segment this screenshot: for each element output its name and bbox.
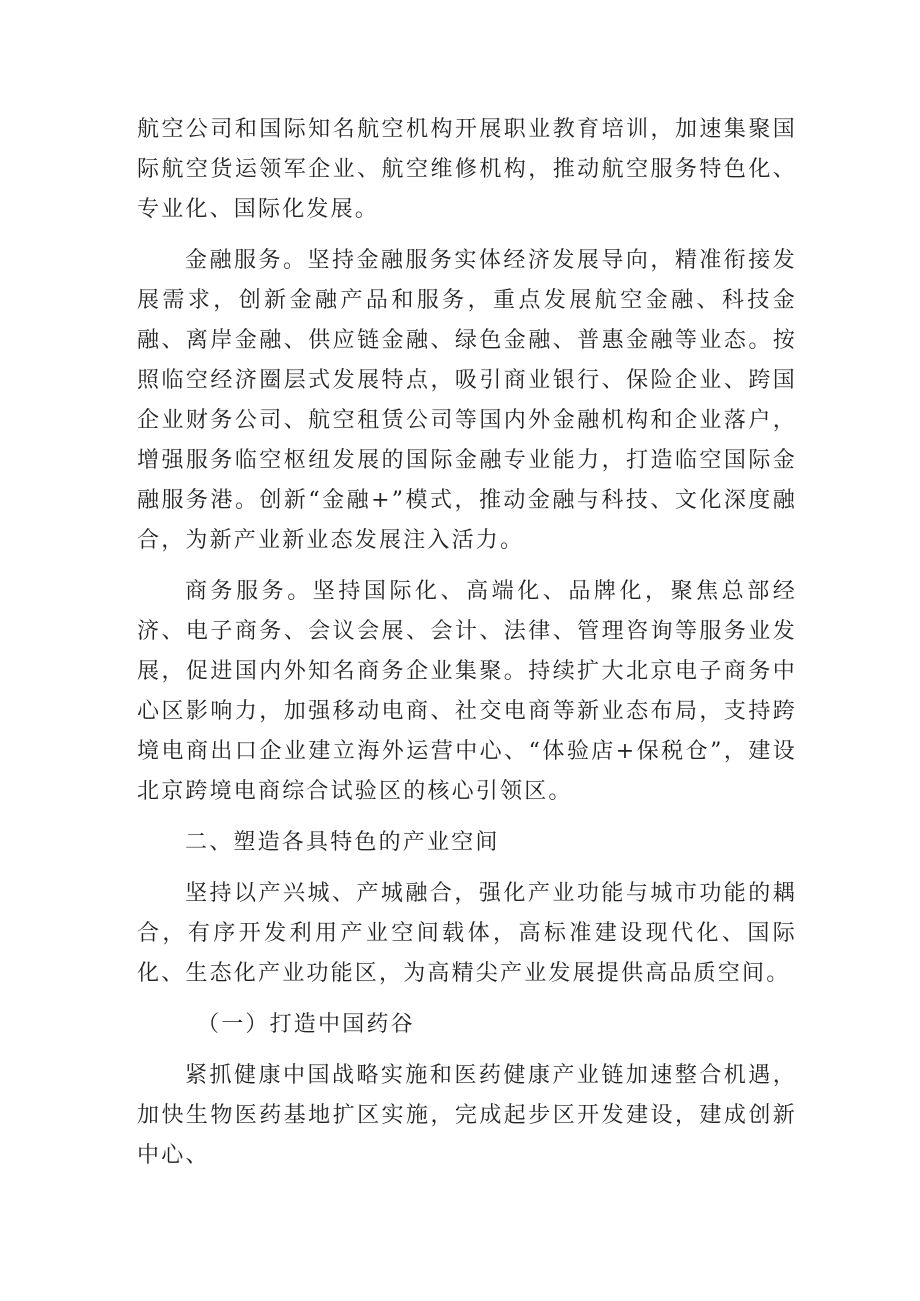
document-body	[137, 110, 797, 1187]
subsection-heading: （一）打造中国药谷	[197, 1012, 415, 1037]
paragraph-business-services: 商务服务。坚持国际化、高端化、品牌化，聚焦总部经济、电子商务、会议会展、会计、法律、管理咨询等服务业发展，促进国内外知名商务企业集聚。持续扩大北京电子商务中心区影响力，加强移动电商、社交电商等新业态布局，支持跨境电商出口企业建立海外运营中心、“体验店+保税仓”，建设北京跨境电商综合试验区的核心引领区。	[137, 579, 797, 804]
paragraph-china-pharma-valley: 紧抓健康中国战略实施和医药健康产业链加速整合机遇，加快生物医药基地扩区实施，完成起步区开发建设，建成创新中心、	[137, 1063, 797, 1168]
paragraph-aviation-continued: 航空公司和国际知名航空机构开展职业教育培训，加速集聚国际航空货运领军企业、航空维修机构，推动航空服务特色化、专业化、国际化发展。	[137, 117, 797, 222]
paragraph-financial-services: 金融服务。坚持金融服务实体经济发展导向，精准衔接发展需求，创新金融产品和服务，重点发展航空金融、科技金融、离岸金融、供应链金融、绿色金融、普惠金融等业态。按照临空经济圈层式发展特点，吸引商业银行、保险企业、跨国企业财务公司、航空租赁公司等国内外金融机构和企业落户，增强服务临空枢纽发展的国际金融专业能力，打造临空国际金融服务港。创新“金融+”模式，推动金融与科技、文化深度融合，为新产业新业态发展注入活力。	[137, 248, 797, 553]
section-heading: 二、塑造各具特色的产业空间	[185, 830, 500, 855]
paragraph-industrial-space: 坚持以产兴城、产城融合，强化产业功能与城市功能的耦合，有序开发利用产业空间载体，高标准建设现代化、国际化、生态化产业功能区，为高精尖产业发展提供高品质空间。	[137, 881, 797, 986]
